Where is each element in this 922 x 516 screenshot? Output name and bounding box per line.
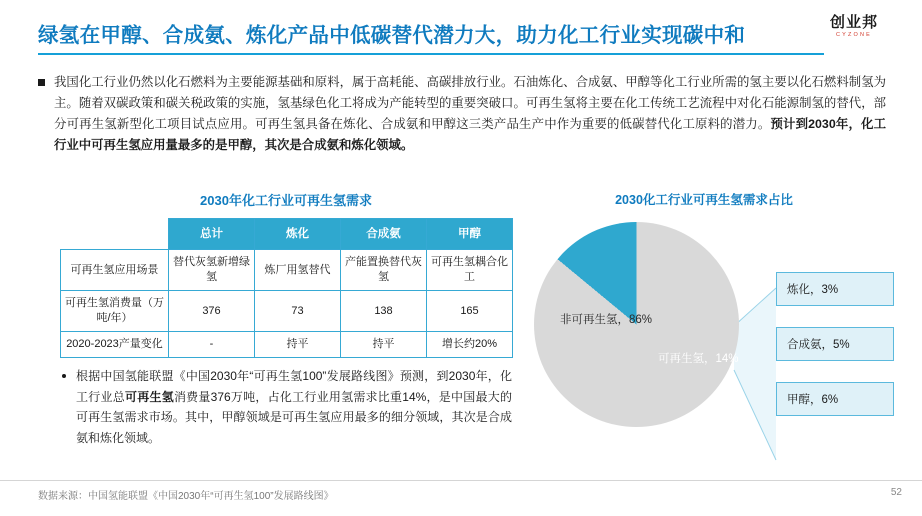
note-block — [60, 366, 512, 448]
table-row — [61, 250, 513, 291]
table-cell: 73 — [255, 291, 341, 332]
slide-header — [0, 0, 922, 62]
pie-label-non-renewable: 非可再生氢，86% — [559, 314, 653, 326]
table-cell: 增长约20% — [427, 332, 513, 358]
table-row-label: 可再生氢消费量（万吨/年） — [61, 291, 169, 332]
pie-label-renewable: 可再生氢，14% — [658, 353, 739, 365]
page-title: 绿氢在甲醇、合成氨、炼化产品中低碳替代潜力大，助力化工行业实现碳中和 — [38, 24, 746, 47]
table-cell: 炼厂用氢替代 — [255, 250, 341, 291]
callout-refining: 炼化，3% — [776, 272, 894, 306]
table-col-refining: 炼化 — [255, 219, 341, 250]
table-cell: 138 — [341, 291, 427, 332]
brand-logo-text: 创业邦 — [829, 14, 878, 31]
note-text-a: 根据中国氢能联盟《中国2030年“可再生氢100”发展路线图》预测，到2030年，化工行业总 — [76, 369, 512, 404]
brand-logo — [808, 14, 900, 40]
table-row-label: 可再生氢应用场景 — [61, 250, 169, 291]
square-bullet-icon — [38, 79, 45, 86]
table-cell: 376 — [169, 291, 255, 332]
round-bullet-icon — [62, 374, 66, 378]
table-cell: 可再生氢耦合化工 — [427, 250, 513, 291]
table-cell: 165 — [427, 291, 513, 332]
source-note: 数据来源：中国氢能联盟《中国2030年“可再生氢100”发展路线图》 — [38, 491, 334, 502]
table-cell: 替代灰氢新增绿氢 — [169, 250, 255, 291]
table-row — [61, 291, 513, 332]
renewable-hydrogen-table — [60, 218, 513, 358]
note-text-emphasis: 可再生氢 — [124, 389, 174, 404]
page-number: 52 — [890, 487, 902, 498]
note-text-c: 消费量376万吨，占化工行业用氢需求比重14%，是中国最大的可再生氢需求市场。其中，甲醇领域是可再生氢应用最多的细分领域，其次是合成氨和炼化领域。 — [76, 389, 512, 445]
table-col-methanol: 甲醇 — [427, 219, 513, 250]
pie-graphic — [534, 222, 749, 437]
table-header-row — [61, 219, 513, 250]
chart-title: 2030化工行业可再生氢需求占比 — [615, 193, 793, 207]
table-corner-cell — [61, 219, 169, 250]
note-text — [76, 366, 512, 448]
table-cell: 持平 — [341, 332, 427, 358]
intro-text-emphasis: 预计到2030年，化工行业中可再生氢应用量最多的是甲醇，其次是合成氨和炼化领域。 — [54, 117, 886, 152]
table-cell: - — [169, 332, 255, 358]
table-col-ammonia: 合成氨 — [341, 219, 427, 250]
table-cell: 产能置换替代灰氢 — [341, 250, 427, 291]
table-cell: 持平 — [255, 332, 341, 358]
intro-text — [54, 72, 886, 156]
table-row-label: 2020-2023产量变化 — [61, 332, 169, 358]
header-divider — [38, 53, 824, 55]
footer-divider — [0, 480, 922, 481]
table-block — [60, 190, 512, 358]
intro-paragraph — [38, 72, 886, 156]
callout-methanol: 甲醇，6% — [776, 382, 894, 416]
table-title: 2030年化工行业可再生氢需求 — [200, 193, 372, 208]
brand-logo-subtext: CYZONE — [835, 32, 873, 38]
callout-ammonia: 合成氨，5% — [776, 327, 894, 361]
pie-chart-block — [524, 190, 904, 480]
table-row — [61, 332, 513, 358]
intro-text-normal: 我国化工行业仍然以化石燃料为主要能源基础和原料，属于高耗能、高碳排放行业。石油炼化、合成氨、甲醇等化工行业所需的氢主要以化石燃料制氢为主。随着双碳政策和碳关税政策的实施，氢基绿色化工将成为产能转型的重要突破口。可再生氢将主要在化工传统工艺流程中对化石能源制氢的替代，部分可再生氢新型化工项目试点应用。可再生氢具备在炼化、合成氨和甲醇这三类产品生产中作为重要的低碳替代化工原料的潜力。 — [54, 75, 886, 131]
table-col-total: 总计 — [169, 219, 255, 250]
